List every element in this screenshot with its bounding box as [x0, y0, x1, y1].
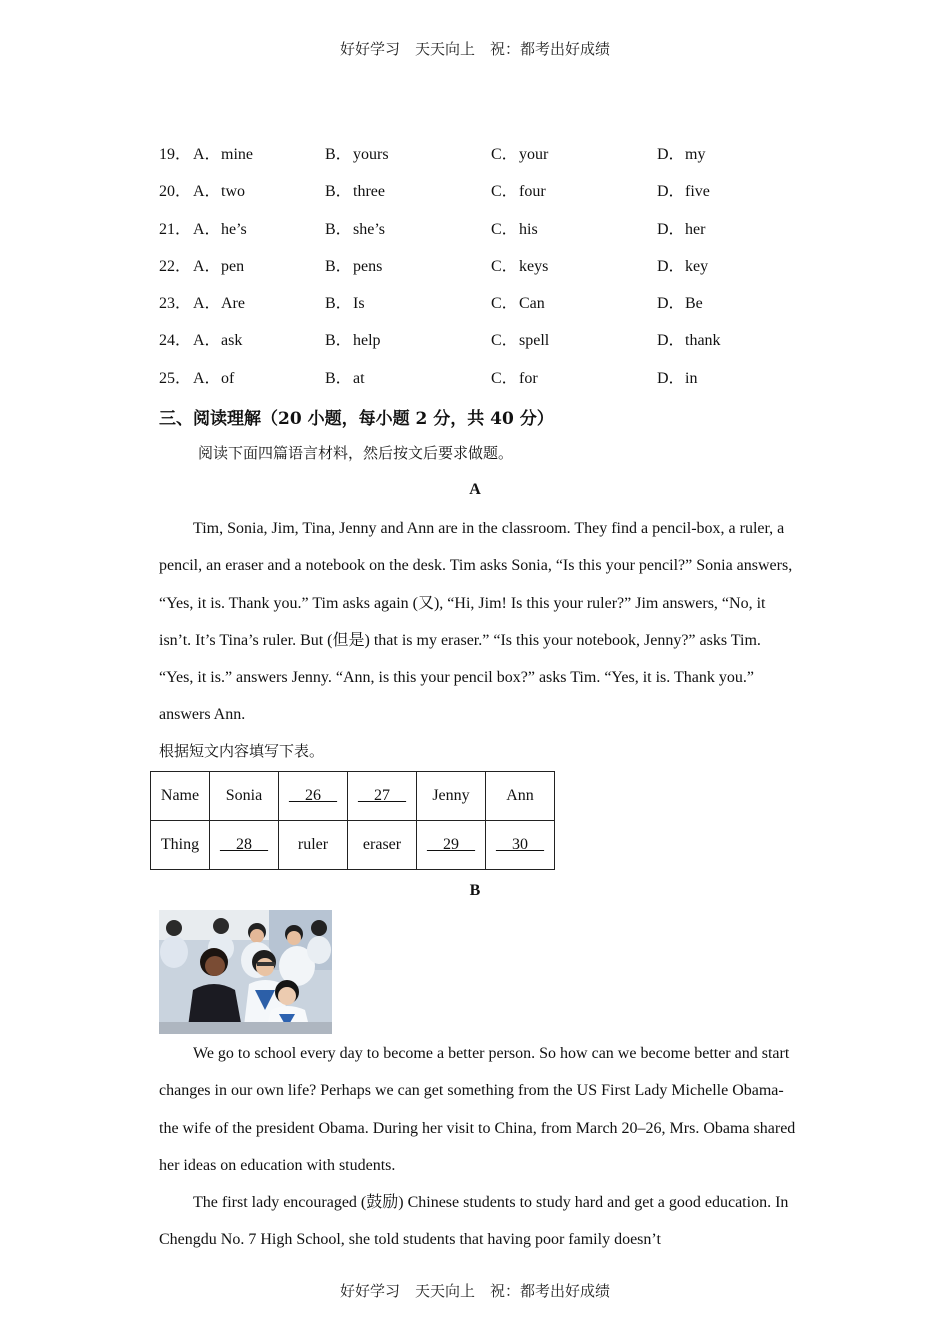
option-letter: A．	[193, 257, 221, 275]
option-letter: A．	[193, 369, 221, 387]
table-row	[151, 772, 555, 821]
option-letter: C．	[491, 332, 518, 350]
option-text: yours	[353, 146, 389, 163]
option-letter: B．	[325, 183, 352, 201]
option-letter: D．	[657, 295, 685, 313]
option-text: two	[221, 183, 245, 201]
option-text: your	[519, 146, 549, 163]
option-a	[159, 366, 234, 392]
option-d	[657, 366, 697, 392]
section-instruction: 阅读下面四篇语言材料，然后按文后要求做题。	[198, 444, 514, 462]
option-text: her	[685, 220, 706, 238]
students-photo-illustration	[159, 910, 332, 1034]
option-d	[657, 254, 708, 280]
option-text: in	[685, 369, 698, 387]
option-c	[491, 254, 548, 280]
option-text: three	[353, 183, 385, 201]
table-blank-26: __26__	[279, 772, 348, 821]
option-c	[491, 328, 549, 354]
option-c	[491, 142, 548, 168]
option-text: Are	[221, 295, 245, 313]
passage-b-paragraph-2: The first lady encouraged (鼓励) Chinese students to study hard and get a good education. In Chengdu No. 7 High School, she told students that having poor family doesn’t	[159, 1194, 789, 1249]
option-text: his	[519, 220, 538, 238]
option-text: thank	[685, 332, 721, 350]
table-blank-29: __29__	[417, 821, 486, 870]
option-d	[657, 328, 721, 354]
question-number: 20．	[159, 183, 192, 201]
option-text: help	[353, 332, 381, 350]
option-letter: A．	[193, 220, 221, 238]
option-letter: C．	[491, 257, 518, 275]
option-text: for	[519, 369, 538, 387]
option-letter: D．	[657, 183, 685, 201]
table-blank-30: __30__	[486, 821, 555, 870]
option-text: key	[685, 257, 709, 275]
option-text: spell	[519, 332, 550, 350]
option-a	[159, 254, 244, 280]
question-number: 19．	[159, 146, 192, 163]
option-letter: D．	[657, 146, 685, 163]
option-text: Is	[353, 295, 365, 313]
option-a	[159, 142, 253, 168]
table-blank-28: __28__	[210, 821, 279, 870]
option-text: mine	[221, 146, 253, 163]
option-letter: B．	[325, 295, 352, 313]
option-text: five	[685, 183, 710, 201]
table-row	[151, 821, 555, 870]
option-c	[491, 179, 546, 205]
option-a	[159, 291, 245, 317]
table-cell: Sonia	[210, 772, 279, 821]
fill-in-table	[150, 771, 555, 870]
passage-a-letter: A	[469, 481, 481, 498]
table-cell: Ann	[486, 772, 555, 821]
option-text: four	[519, 183, 546, 201]
option-text: pens	[353, 257, 383, 275]
option-text: pen	[221, 257, 245, 275]
table-instruction: 根据短文内容填写下表。	[159, 742, 325, 760]
option-c	[491, 366, 538, 392]
option-b	[325, 366, 365, 392]
classroom-photo	[159, 910, 332, 1034]
passage-b-paragraph-1: We go to school every day to become a better person. So how can we become better and start changes in our own life? Perhaps we can get something from the US First Lady Michelle Obama-the wife of the president Obama. During her visit to China, from March 20–26, Mrs. Obama shared her ideas on education with students.	[159, 1045, 796, 1174]
option-text: keys	[519, 257, 549, 275]
option-letter: B．	[325, 369, 352, 387]
option-letter: C．	[491, 220, 518, 238]
option-text: at	[353, 369, 365, 387]
option-a	[159, 328, 242, 354]
option-letter: B．	[325, 257, 352, 275]
option-letter: D．	[657, 257, 685, 275]
option-a	[159, 217, 247, 243]
option-letter: D．	[657, 369, 685, 387]
table-cell: Name	[151, 772, 210, 821]
option-letter: B．	[325, 146, 352, 163]
option-b	[325, 142, 389, 168]
option-b	[325, 254, 382, 280]
option-c	[491, 217, 538, 243]
table-cell: Jenny	[417, 772, 486, 821]
table-cell: Thing	[151, 821, 210, 870]
option-text: he’s	[221, 220, 247, 238]
option-letter: A．	[193, 332, 221, 350]
option-letter: C．	[491, 369, 518, 387]
table-cell: eraser	[348, 821, 417, 870]
option-text: Can	[519, 295, 545, 313]
option-b	[325, 217, 385, 243]
option-text: Be	[685, 295, 703, 313]
option-b	[325, 328, 381, 354]
table-blank-27: __27__	[348, 772, 417, 821]
option-letter: D．	[657, 220, 685, 238]
option-letter: C．	[491, 146, 518, 163]
question-number: 22．	[159, 257, 192, 275]
question-number: 25．	[159, 369, 192, 387]
question-number: 21．	[159, 220, 192, 238]
page-footer: 好好学习 天天向上 祝：都考出好成绩	[339, 1282, 610, 1300]
option-letter: C．	[491, 183, 518, 201]
option-d	[657, 291, 703, 317]
option-letter: A．	[193, 146, 221, 163]
option-d	[657, 142, 705, 168]
option-letter: B．	[325, 332, 352, 350]
page-header: 好好学习 天天向上 祝：都考出好成绩	[339, 40, 610, 58]
option-d	[657, 179, 710, 205]
option-letter: A．	[193, 295, 221, 313]
section-title: 三、阅读理解（20 小题，每小题 2 分，共 40 分）	[159, 409, 554, 429]
option-text: ask	[221, 332, 243, 350]
option-letter: A．	[193, 183, 221, 201]
option-b	[325, 291, 365, 317]
option-text: she’s	[353, 220, 385, 238]
passage-a-text: Tim, Sonia, Jim, Tina, Jenny and Ann are in the classroom. They find a pencil-box, a ruler, a pencil, an eraser and a notebook on the desk. Tim asks Sonia, “Is this your pencil?” Sonia answers, “Yes, it is. Thank you.” Tim asks again (又), “Hi, Jim! Is this your ruler?” Jim answers, “No, it isn’t. It’s Tina’s ruler. But (但是) that is my eraser.” “Is this your notebook, Jenny?” asks Tim. “Yes, it is.” answers Jenny. “Ann, is this your pencil box?” asks Tim. “Yes, it is. Thank you.” answers Ann.	[159, 520, 793, 724]
option-letter: C．	[491, 295, 518, 313]
option-letter: B．	[325, 220, 352, 238]
option-a	[159, 179, 245, 205]
option-text: my	[685, 146, 706, 163]
passage-b-letter: B	[469, 882, 481, 899]
option-b	[325, 179, 385, 205]
question-number: 24．	[159, 332, 192, 350]
option-letter: D．	[657, 332, 685, 350]
option-d	[657, 217, 705, 243]
option-text: of	[221, 369, 235, 387]
question-number: 23．	[159, 295, 192, 313]
option-c	[491, 291, 545, 317]
table-cell: ruler	[279, 821, 348, 870]
